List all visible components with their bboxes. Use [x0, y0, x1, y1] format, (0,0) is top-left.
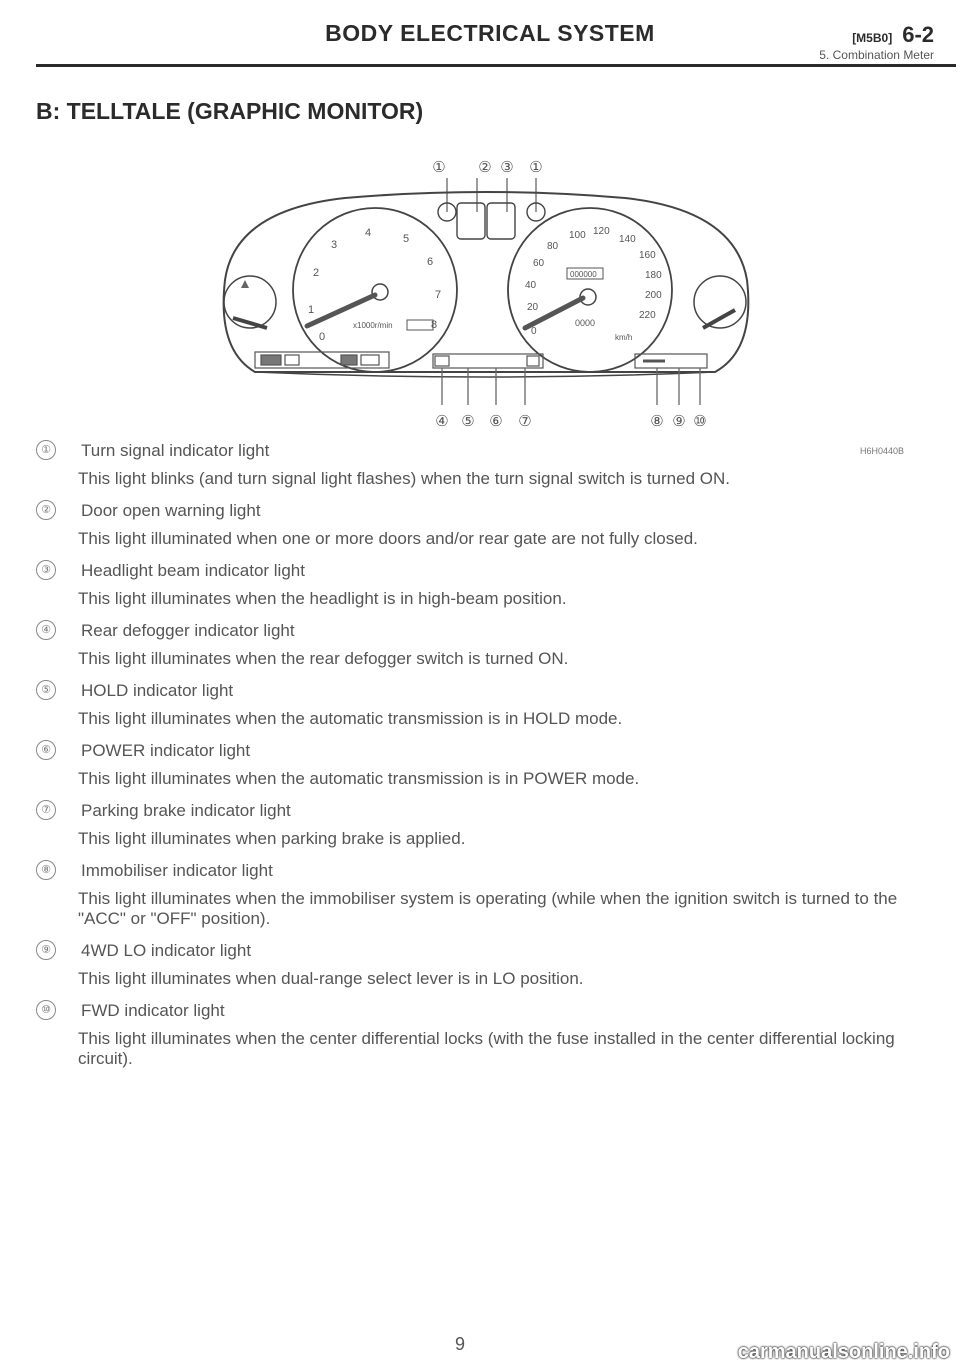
- indicator-list: [36, 438, 936, 1078]
- item-number: ⑥: [36, 740, 56, 760]
- item-title: Parking brake indicator light: [81, 801, 291, 820]
- callout-top-4: ①: [529, 159, 543, 176]
- item-number: ②: [36, 500, 56, 520]
- callout-bottom-4: ④: [435, 413, 449, 430]
- list-item: [36, 858, 936, 929]
- speedo-40: 40: [525, 280, 537, 291]
- top-callouts: [432, 159, 542, 176]
- tach-5: 5: [403, 233, 410, 245]
- figure-code: H6H0440B: [860, 446, 905, 456]
- item-description: This light illuminates when the immobiliser system is operating (while when the ignition switch is turned to the "ACC" or "OFF" position).: [78, 889, 898, 928]
- item-description: This light illuminated when one or more doors and/or rear gate are not fully closed.: [78, 529, 698, 548]
- item-number: ④: [36, 620, 56, 640]
- list-item: [36, 798, 936, 849]
- callout-bottom-9: ⑨: [672, 413, 686, 430]
- item-number: ⑧: [36, 860, 56, 880]
- item-title: Rear defogger indicator light: [81, 621, 295, 640]
- speedo-60: 60: [533, 258, 545, 269]
- item-description: This light illuminates when the headlight is in high-beam position.: [78, 589, 567, 608]
- list-item: [36, 938, 936, 989]
- list-item: [36, 498, 936, 549]
- speedo-20: 20: [527, 302, 539, 313]
- item-title: Immobiliser indicator light: [81, 861, 273, 880]
- item-description: This light illuminates when the automatic transmission is in HOLD mode.: [78, 709, 623, 728]
- callout-bottom-6: ⑥: [489, 413, 503, 430]
- item-number: ⑨: [36, 940, 56, 960]
- section-code: [M5B0]: [852, 31, 893, 45]
- door-open-indicator: [457, 203, 485, 239]
- item-title: Turn signal indicator light: [81, 441, 270, 460]
- temperature-gauge: [694, 276, 746, 328]
- speedo-80: 80: [547, 241, 559, 252]
- callout-bottom-8: ⑧: [650, 413, 664, 430]
- page-ref: 6-2: [902, 22, 934, 47]
- header-divider: [36, 64, 956, 67]
- item-number: ①: [36, 440, 56, 460]
- item-title: Door open warning light: [81, 501, 261, 520]
- item-description: This light illuminates when parking brake is applied.: [78, 829, 466, 848]
- speedo-120: 120: [593, 226, 610, 237]
- combination-meter-diagram: [195, 150, 775, 435]
- callout-bottom-7: ⑦: [518, 413, 532, 430]
- header-title: BODY ELECTRICAL SYSTEM: [325, 20, 655, 46]
- header-subtitle: 5. Combination Meter: [819, 48, 934, 62]
- item-description: This light illuminates when the center differential locks (with the fuse installed in the center differential locking circuit).: [78, 1029, 895, 1068]
- speedo-100: 100: [569, 230, 586, 241]
- list-item: [36, 618, 936, 669]
- watermark-link[interactable]: carmanualsonline.info: [737, 1341, 950, 1363]
- tach-zero: 0: [319, 331, 326, 343]
- speedo-160: 160: [639, 250, 656, 261]
- item-description: This light illuminates when the rear defogger switch is turned ON.: [78, 649, 569, 668]
- list-item: [36, 998, 936, 1069]
- header-page-code: [852, 22, 934, 48]
- speedo-180: 180: [645, 270, 662, 281]
- speedo-220: 220: [639, 310, 656, 321]
- item-title: 4WD LO indicator light: [81, 941, 252, 960]
- item-title: FWD indicator light: [81, 1001, 225, 1020]
- tach-3: 3: [331, 239, 338, 251]
- tach-2: 2: [313, 267, 320, 279]
- item-description: This light illuminates when dual-range select lever is in LO position.: [78, 969, 584, 988]
- tach-4: 4: [365, 227, 372, 239]
- top-leader-lines: [447, 178, 536, 212]
- list-item: [36, 558, 936, 609]
- tach-1: 1: [308, 304, 315, 316]
- callout-top-1: ①: [432, 159, 446, 176]
- callout-bottom-5: ⑤: [461, 413, 475, 430]
- item-number: ⑩: [36, 1000, 56, 1020]
- callout-top-2: ②: [478, 159, 492, 176]
- speedometer: [508, 208, 672, 372]
- tach-7: 7: [435, 289, 442, 301]
- speedo-140: 140: [619, 234, 636, 245]
- bottom-callouts: [435, 413, 706, 430]
- item-description: This light blinks (and turn signal light flashes) when the turn signal switch is turned ON.: [78, 469, 730, 488]
- meter-housing: [224, 192, 749, 372]
- list-item: [36, 738, 936, 789]
- callout-bottom-10: ⑩: [693, 413, 707, 430]
- item-description: This light illuminates when the automatic transmission is in POWER mode.: [78, 769, 640, 788]
- beam-indicator: [487, 203, 515, 239]
- tach-unit: x1000r/min: [353, 321, 393, 330]
- center-indicator-cluster: [438, 203, 545, 239]
- item-number: ⑤: [36, 680, 56, 700]
- item-title: Headlight beam indicator light: [81, 561, 305, 580]
- odometer-display: 000000: [570, 270, 597, 279]
- section-title: B: TELLTALE (GRAPHIC MONITOR): [36, 98, 424, 124]
- fuel-gauge: [224, 276, 276, 328]
- list-item: [36, 438, 936, 489]
- item-title: HOLD indicator light: [81, 681, 234, 700]
- speedo-zero: 0: [531, 326, 537, 337]
- item-number: ⑦: [36, 800, 56, 820]
- speedo-unit: km/h: [615, 333, 633, 342]
- page-number: 9: [454, 1334, 465, 1354]
- item-number: ③: [36, 560, 56, 580]
- list-item: [36, 678, 936, 729]
- speedo-200: 200: [645, 290, 662, 301]
- item-title: POWER indicator light: [81, 741, 251, 760]
- tachometer: [293, 208, 457, 372]
- callout-top-3: ③: [500, 159, 514, 176]
- tach-8: 8: [431, 319, 438, 331]
- trip-display: 0000: [575, 318, 596, 328]
- tach-6: 6: [427, 256, 434, 268]
